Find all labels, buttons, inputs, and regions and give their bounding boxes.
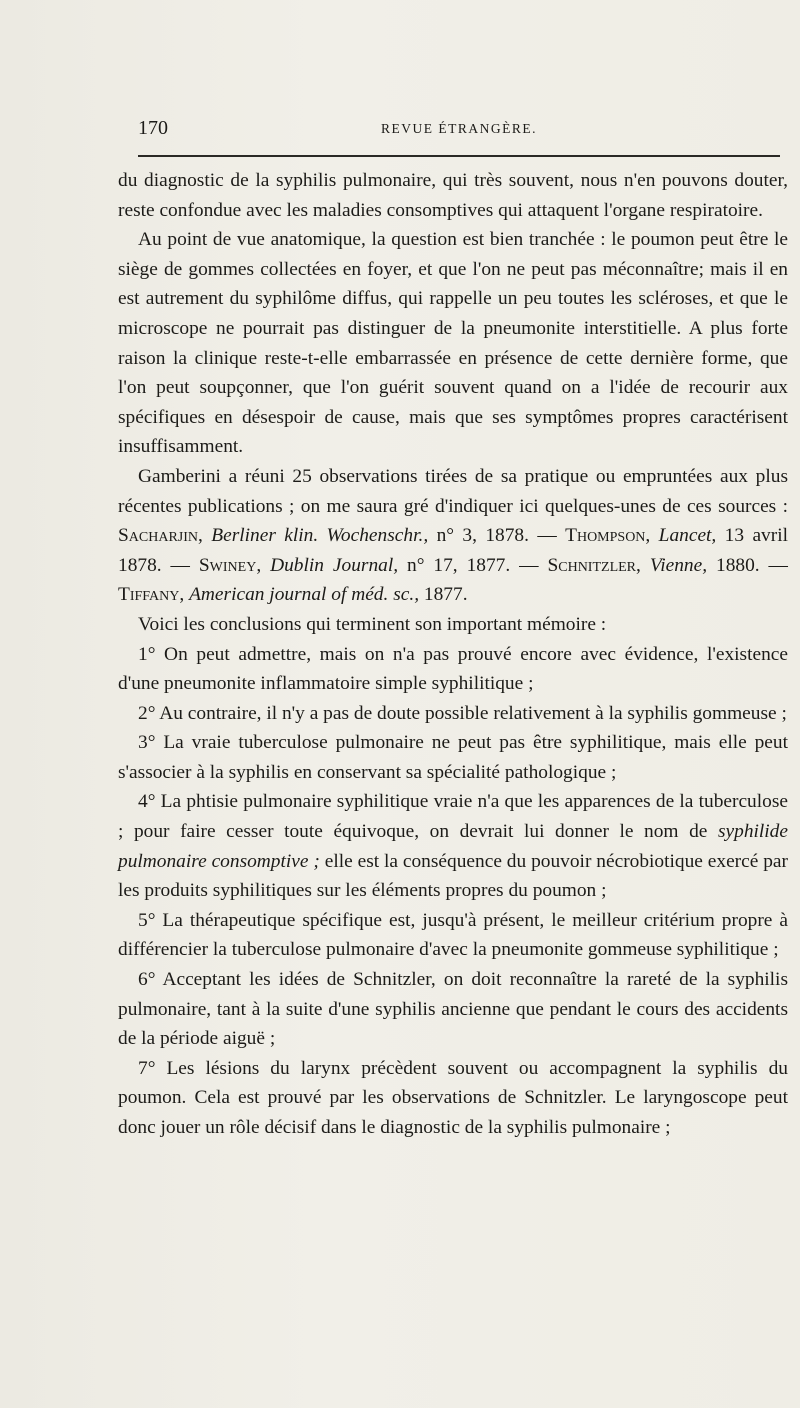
- conclusion-1: 1° On peut admettre, mais on n'a pas prouvé encore avec évidence, l'existence d'une pneumonite inflammatoire simple syphilitique ;: [118, 643, 788, 695]
- conclusion-4-term: syphilide pulmonaire consomptive ;: [118, 821, 788, 872]
- ref-title: Vienne,: [649, 554, 708, 576]
- paragraph-sources: [118, 462, 788, 610]
- conclusion-4-tail: elle est la conséquence du pouvoir nécrobiotique exercé par les produits syphilitiques sur les éléments propres du poumon ;: [118, 850, 788, 902]
- ref-author: Swiney,: [198, 554, 262, 576]
- running-head: REVUE ÉTRANGÈRE.: [381, 121, 537, 136]
- ref-detail: n° 3, 1878. —: [436, 525, 557, 547]
- conclusion-6: 6° Acceptant les idées de Schnitzler, on doit reconnaître la rareté de la syphilis pulmonaire, tant à la suite d'une syphilis ancienne que pendant le cours des accidents de la période aiguë ;: [118, 969, 788, 1050]
- ref-detail: 1877.: [423, 584, 468, 606]
- ref-title: American journal of méd. sc.,: [189, 584, 420, 606]
- conclusion-4: [118, 787, 788, 905]
- ref-detail: 1880. —: [716, 554, 788, 576]
- ref-author: Tiffany,: [118, 584, 185, 606]
- conclusion-3: 3° La vraie tuberculose pulmonaire ne peut pas être syphilitique, mais elle peut s'associer à la syphilis en conservant sa spécialité pathologique ;: [118, 732, 788, 783]
- ref-title: Berliner klin. Wochenschr.,: [211, 525, 429, 547]
- ref-author: Thompson,: [565, 525, 651, 547]
- ref-author: Schnitzler,: [547, 554, 641, 576]
- page-header: [138, 117, 780, 141]
- conclusion-7: 7° Les lésions du larynx précèdent souvent ou accompagnent la syphilis du poumon. Cela est prouvé par les observations de Schnitzler. Le laryngoscope peut donc jouer un rôle décisif dans le diagnostic de la syphilis pulmonaire ;: [118, 1057, 788, 1138]
- conclusion-4-lead: 4° La phtisie pulmonaire syphilitique vraie n'a que les apparences de la tuberculose ; pour faire cesser toute équivoque, on devrait lui donner le nom de: [118, 791, 788, 843]
- paragraph-conclusions-intro: Voici les conclusions qui terminent son important mémoire :: [138, 613, 607, 635]
- body-text: [118, 166, 788, 1143]
- paragraph-continued: du diagnostic de la syphilis pulmonaire, qui très souvent, nous n'en pouvons douter, reste confondue avec les maladies consomptives qui attaquent l'organe respiratoire.: [118, 170, 788, 221]
- ref-detail: 13 avril 1878. —: [118, 525, 788, 576]
- conclusion-5: 5° La thérapeutique spécifique est, jusqu'à présent, le meilleur critérium propre à différencier la tuberculose pulmonaire d'avec la pneumonite gommeuse syphilitique ;: [118, 909, 788, 961]
- ref-title: Dublin Journal,: [270, 554, 399, 576]
- ref-detail: n° 17, 1877. —: [407, 554, 539, 576]
- header-rule: [138, 155, 780, 157]
- paragraph-anatomy: Au point de vue anatomique, la question est bien tranchée : le poumon peut être le siège de gommes collectées en foyer, et que l'on ne peut pas méconnaître; mais il en est autrement du syphilôme diffus, qui rappelle un peu toutes les scléroses, et que le microscope ne pourrait pas distinguer de la pneumonite interstitielle. A plus forte raison la clinique reste-t-elle embarrassée en présence de cette dernière forme, que l'on peut soupçonner, que l'on guérit souvent quand on a l'idée de recourir aux spécifiques en désespoir de cause, mais que ses symptômes propres caractérisent insuffisamment.: [118, 229, 788, 458]
- ref-title: Lancet,: [658, 525, 717, 547]
- sources-lead: Gamberini a réuni 25 observations tirées de sa pratique ou empruntées aux plus récentes publications ; on me saura gré d'indiquer ici quelques-unes de ces sources :: [118, 465, 788, 517]
- ref-author: Sacharjin,: [118, 525, 203, 547]
- conclusion-2: 2° Au contraire, il n'y a pas de doute possible relativement à la syphilis gommeuse ;: [138, 702, 787, 724]
- page-number: 170: [138, 117, 168, 139]
